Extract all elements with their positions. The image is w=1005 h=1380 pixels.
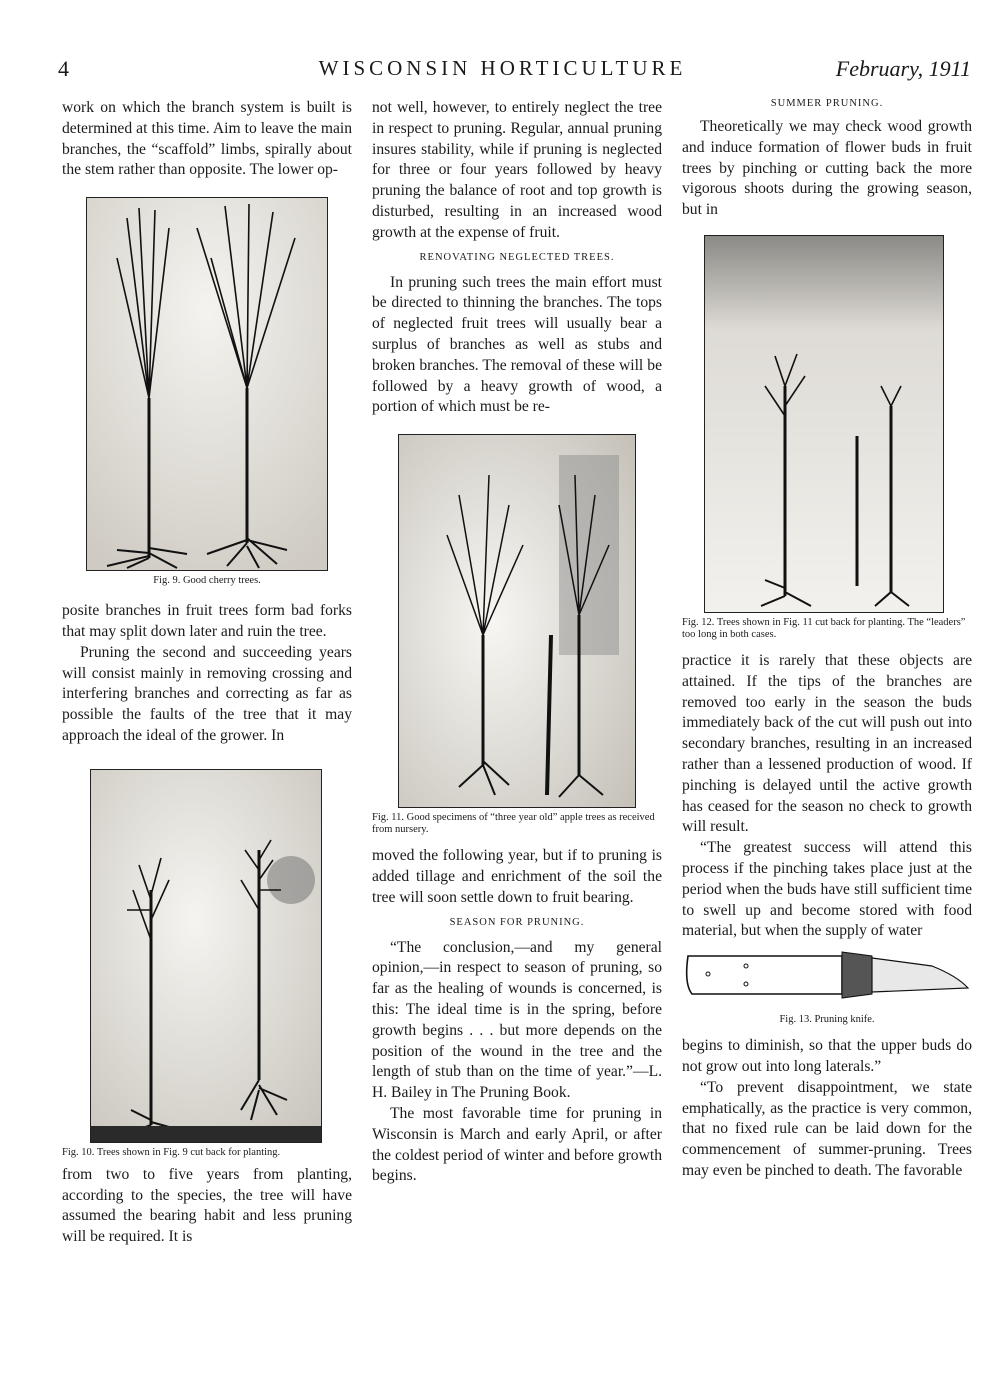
paragraph: “The conclusion,—and my general opinion,—in respect to season of pruning, so far as the healing of wounds is concerned, is this: The ideal time is in the spring, before growth begins . . . but more depends on the position of the wound in the tree and the length of stub than on the time of year.”—L. H. Bailey in The Pruning Book. [372, 938, 662, 1102]
issue-date: February, 1911 [835, 56, 971, 81]
paragraph: posite branches in fruit trees form bad forks that may split down later and ruin the tree. [62, 602, 352, 640]
figure-11-photo [398, 434, 636, 808]
cut-back-trees-illustration [91, 770, 321, 1142]
paragraph: The most favorable time for pruning in Wisconsin is March and early April, or after the coldest period of winter and before growth begins. [372, 1104, 662, 1185]
figure-10-photo [90, 769, 322, 1143]
paragraph: practice it is rarely that these objects are attained. If the tips of the branches are removed too early in the season the buds immediately back of the cut will push out into secondary branches, resulting in an increased rather than a lessened production of wood. If pinching is delayed until the active growth has ceased for the season no check to growth will result. [682, 651, 972, 836]
column-2 [372, 98, 662, 1187]
cherry-trees-illustration [87, 198, 327, 570]
figure-9-caption: Fig. 9. Good cherry trees. [153, 575, 261, 587]
journal-title: WISCONSIN HORTICULTURE [318, 56, 687, 80]
figure-12-photo [704, 235, 944, 613]
paragraph: from two to five years from planting, according to the species, the tree will have assumed the bearing habit and less pruning will be required. It is [62, 1165, 352, 1246]
figure-9-photo [86, 197, 328, 571]
figure-10-caption: Fig. 10. Trees shown in Fig. 9 cut back for planting. [62, 1146, 281, 1158]
page-header [0, 56, 1005, 86]
section-heading: SEASON FOR PRUNING. [449, 916, 585, 928]
paragraph: “The greatest success will attend this process if the pinching takes place just at the period when the buds have still sufficient time to swell up and become stored with food material, but when the supply of water [682, 839, 972, 940]
paragraph: begins to diminish, so that the upper buds do not grow out into long laterals.” [682, 1037, 972, 1075]
paragraph: work on which the branch system is built is determined at this time. Aim to leave the main branches, the “scaffold” limbs, spirally about the stem rather than opposite. The lower op- [62, 99, 352, 179]
column-1 [62, 98, 352, 1248]
apple-trees-illustration [399, 435, 635, 807]
section-heading: SUMMER PRUNING. [770, 98, 884, 109]
paragraph: moved the following year, but if to pruning is added tillage and enrichment of the soil the tree will soon settle down to fruit bearing. [372, 847, 662, 906]
figure-13-caption: Fig. 13. Pruning knife. [779, 1014, 875, 1026]
paragraph: not well, however, to entirely neglect the tree in respect to pruning. Regular, annual pruning insures stability, while if pruning is neglected for three or four years followed by heavy pruning the balance of root and top growth is disturbed, resulting in an increased wood growth at the expense of fruit. [372, 99, 662, 241]
figure-11-caption: Fig. 11. Good specimens of “three year old” apple trees as received from nursery. [372, 812, 655, 836]
paragraph: Pruning the second and succeeding years will consist mainly in removing crossing and interfering branches and correcting as far as possible the faults of the tree that it may approach the ideal of the grower. In [62, 643, 352, 744]
section-heading: RENOVATING NEGLECTED TREES. [419, 251, 615, 263]
page-number: 4 [58, 56, 69, 81]
figure-12-caption: Fig. 12. Trees shown in Fig. 11 cut back for planting. The “leaders” too long in both cases. [682, 616, 966, 640]
paragraph: “To prevent disappointment, we state emphatically, as the practice is very common, that no fixed rule can be laid down for the commencement of summer-pruning. Trees may even be pinched to death. The favorable [682, 1078, 972, 1179]
pruned-trees-illustration [705, 236, 943, 612]
column-3 [682, 98, 972, 1182]
pruning-knife-illustration [682, 944, 972, 1010]
paragraph: In pruning such trees the main effort must be directed to thinning the branches. The tops of neglected fruit trees will usually bear a surplus of branches as well as stubs and broken branches. The removal of these will be followed by a heavy growth of wood, a portion of which must be re- [372, 273, 662, 416]
paragraph: Theoretically we may check wood growth and induce formation of flower buds in fruit trees by pinching or cutting back the more vigorous shoots during the growing season, but in [682, 118, 972, 219]
